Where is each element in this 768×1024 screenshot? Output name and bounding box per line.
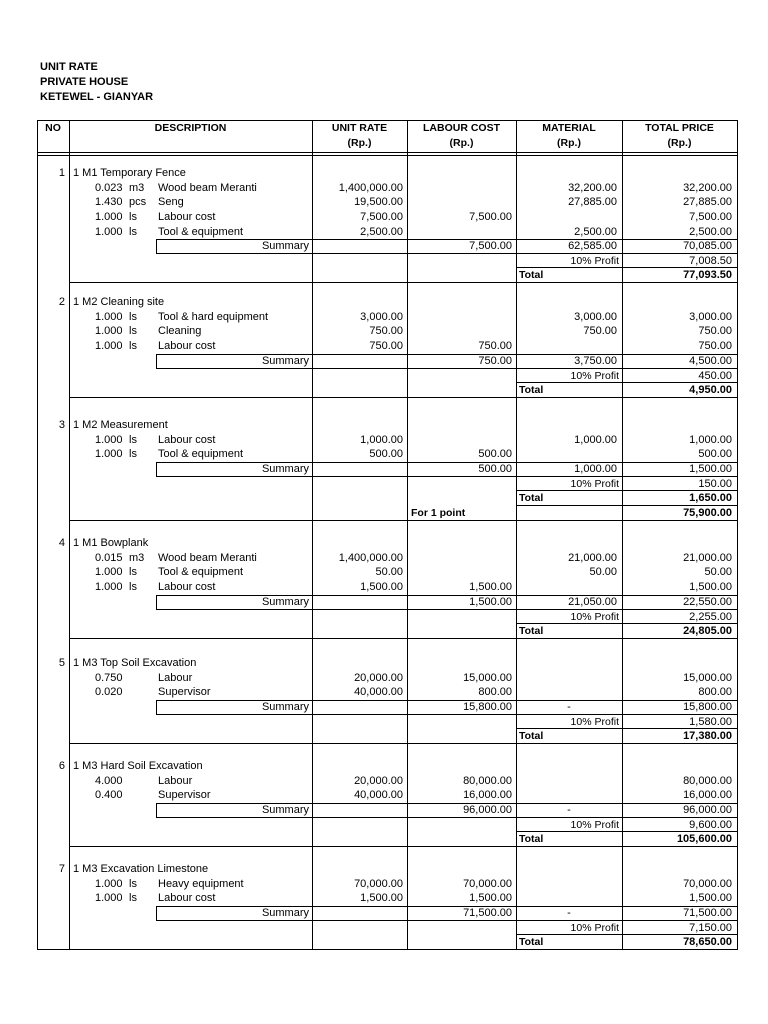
header-double-border	[37, 155, 738, 156]
item-qty: 1.000	[95, 581, 123, 593]
item-title: 1 M2 Cleaning site	[73, 296, 165, 308]
profit-label: 10% Profit	[570, 819, 619, 831]
item-unit-rate: 1,500.00	[360, 581, 403, 593]
profit-label: 10% Profit	[570, 922, 619, 934]
profit-value: 7,150.00	[689, 922, 732, 934]
item-qty: 4.000	[95, 775, 123, 787]
item-number: 1	[58, 167, 65, 179]
summary-total: 71,500.00	[683, 907, 732, 919]
total-label: Total	[519, 384, 544, 396]
total-bottom-line	[516, 638, 738, 639]
total-bottom-line	[516, 282, 738, 283]
item-desc: Seng	[158, 196, 184, 208]
profit-label: 10% Profit	[570, 478, 619, 490]
item-desc: Tool & equipment	[158, 566, 243, 578]
item-desc: Tool & hard equipment	[158, 311, 269, 323]
item-qty: 0.015	[95, 552, 123, 564]
item-desc: Heavy equipment	[158, 878, 244, 890]
profit-value: 450.00	[698, 370, 732, 382]
total-bottom-line	[516, 846, 738, 847]
item-title: 1 M1 Temporary Fence	[73, 167, 186, 179]
col-material: MATERIAL	[542, 122, 596, 134]
item-unit: ls	[129, 878, 137, 890]
item-labour-cost: 750.00	[478, 340, 512, 352]
item-unit-rate: 50.00	[375, 566, 403, 578]
table-right-border	[737, 120, 738, 950]
item-unit: ls	[129, 311, 137, 323]
item-unit: ls	[129, 448, 137, 460]
summary-labour: 1,500.00	[469, 596, 512, 608]
item-labour-cost: 16,000.00	[463, 789, 512, 801]
col-labour-cost: LABOUR COST	[423, 122, 500, 134]
item-unit: m3	[129, 552, 145, 564]
profit-value: 2,255.00	[689, 611, 732, 623]
section-separator	[69, 282, 517, 283]
item-unit-rate: 750.00	[369, 340, 403, 352]
item-qty: 1.000	[95, 448, 123, 460]
summary-labour: 500.00	[478, 463, 512, 475]
item-title: 1 M3 Hard Soil Excavation	[73, 760, 203, 772]
item-unit: ls	[129, 325, 137, 337]
item-title: 1 M1 Bowplank	[73, 537, 149, 549]
item-total-price: 500.00	[698, 448, 732, 460]
item-desc: Labour	[158, 775, 193, 787]
item-unit-rate: 20,000.00	[354, 775, 403, 787]
grand-total: 24,805.00	[683, 625, 732, 637]
item-unit: pcs	[129, 196, 147, 208]
summary-label: Summary	[261, 240, 309, 252]
header-bottom-border	[37, 152, 738, 153]
summary-labour: 750.00	[478, 355, 512, 367]
item-labour-cost: 800.00	[478, 686, 512, 698]
item-unit-rate: 500.00	[369, 448, 403, 460]
total-label: Total	[519, 936, 544, 948]
col-no: NO	[45, 122, 61, 134]
item-desc: Labour	[158, 672, 193, 684]
col-line-labour	[516, 120, 517, 950]
item-desc: Wood beam Meranti	[158, 182, 257, 194]
item-material: 3,000.00	[574, 311, 617, 323]
profit-label: 10% Profit	[570, 370, 619, 382]
item-qty: 0.400	[95, 789, 123, 801]
item-unit-rate: 19,500.00	[354, 196, 403, 208]
summary-labour: 96,000.00	[463, 804, 512, 816]
item-desc: Labour cost	[158, 211, 216, 223]
item-material: 750.00	[583, 325, 617, 337]
summary-total: 96,000.00	[683, 804, 732, 816]
profit-value: 1,580.00	[689, 716, 732, 728]
summary-label: Summary	[261, 463, 309, 475]
grand-total: 77,093.50	[683, 269, 732, 281]
item-qty: 1.000	[95, 311, 123, 323]
summary-material: 1,000.00	[574, 463, 617, 475]
grand-total: 105,600.00	[676, 833, 732, 845]
item-labour-cost: 15,000.00	[463, 672, 512, 684]
profit-value: 9,600.00	[689, 819, 732, 831]
summary-total: 22,550.00	[683, 596, 732, 608]
doc-project: PRIVATE HOUSE	[40, 76, 129, 88]
summary-material: -	[567, 701, 571, 713]
item-unit: m3	[129, 182, 145, 194]
item-qty: 1.000	[95, 566, 123, 578]
summary-total: 15,800.00	[683, 701, 732, 713]
item-total-price: 16,000.00	[683, 789, 732, 801]
total-bottom-line	[516, 743, 738, 744]
item-material: 21,000.00	[568, 552, 617, 564]
item-labour-cost: 500.00	[478, 448, 512, 460]
item-unit-rate: 750.00	[369, 325, 403, 337]
item-total-price: 3,000.00	[689, 311, 732, 323]
item-number: 6	[58, 760, 65, 772]
table-left-border	[37, 120, 38, 950]
item-desc: Supervisor	[158, 789, 211, 801]
item-total-price: 750.00	[698, 325, 732, 337]
item-qty: 0.020	[95, 686, 123, 698]
item-title: 1 M3 Top Soil Excavation	[73, 657, 197, 669]
col-line-desc	[312, 120, 313, 950]
item-total-price: 7,500.00	[689, 211, 732, 223]
item-desc: Supervisor	[158, 686, 211, 698]
summary-total: 4,500.00	[689, 355, 732, 367]
item-title: 1 M2 Measurement	[73, 419, 168, 431]
for-one-point-label: For 1 point	[411, 507, 466, 519]
item-material: 2,500.00	[574, 226, 617, 238]
doc-location: KETEWEL - GIANYAR	[40, 91, 154, 103]
summary-label: Summary	[261, 596, 309, 608]
item-desc: Labour cost	[158, 434, 216, 446]
profit-value: 7,008.50	[689, 255, 732, 267]
grand-total: 1,650.00	[689, 492, 732, 504]
item-number: 4	[58, 537, 65, 549]
item-unit: ls	[129, 211, 137, 223]
summary-total: 1,500.00	[689, 463, 732, 475]
item-qty: 1.000	[95, 434, 123, 446]
profit-value: 150.00	[698, 478, 732, 490]
item-desc: Cleaning	[158, 325, 202, 337]
col-material-unit: (Rp.)	[557, 137, 581, 149]
profit-label: 10% Profit	[570, 611, 619, 623]
item-total-price: 1,500.00	[689, 892, 732, 904]
item-labour-cost: 80,000.00	[463, 775, 512, 787]
total-label: Total	[519, 730, 544, 742]
item-labour-cost: 1,500.00	[469, 892, 512, 904]
item-number: 5	[58, 657, 65, 669]
item-number: 3	[58, 419, 65, 431]
grand-total: 78,650.00	[683, 936, 732, 948]
item-total-price: 50.00	[704, 566, 732, 578]
item-number: 7	[58, 863, 65, 875]
extra-bottom-line	[516, 520, 738, 521]
col-line-rate	[407, 120, 408, 950]
col-description: DESCRIPTION	[154, 122, 227, 134]
item-total-price: 32,200.00	[683, 182, 732, 194]
item-number: 2	[58, 296, 65, 308]
item-total-price: 750.00	[698, 340, 732, 352]
item-unit: ls	[129, 226, 137, 238]
summary-material: -	[567, 804, 571, 816]
for-one-point-total: 75,900.00	[683, 507, 732, 519]
item-total-price: 2,500.00	[689, 226, 732, 238]
summary-material: 62,585.00	[568, 240, 617, 252]
col-unit-rate-unit: (Rp.)	[347, 137, 372, 149]
item-total-price: 15,000.00	[683, 672, 732, 684]
item-labour-cost: 7,500.00	[469, 211, 512, 223]
grand-total: 17,380.00	[683, 730, 732, 742]
item-unit: ls	[129, 892, 137, 904]
item-unit-rate: 1,400,000.00	[338, 552, 403, 564]
item-unit: ls	[129, 566, 137, 578]
summary-total: 70,085.00	[683, 240, 732, 252]
item-qty: 1.000	[95, 211, 123, 223]
section-separator	[69, 397, 517, 398]
section-separator	[69, 846, 517, 847]
item-unit: ls	[129, 434, 137, 446]
item-unit-rate: 2,500.00	[360, 226, 403, 238]
section-separator	[69, 638, 517, 639]
item-unit-rate: 40,000.00	[354, 686, 403, 698]
item-labour-cost: 70,000.00	[463, 878, 512, 890]
profit-label: 10% Profit	[570, 716, 619, 728]
item-desc: Tool & equipment	[158, 448, 243, 460]
item-labour-cost: 1,500.00	[469, 581, 512, 593]
total-label: Total	[519, 833, 544, 845]
total-label: Total	[519, 625, 544, 637]
col-line-material	[622, 120, 623, 950]
col-total-price: TOTAL PRICE	[645, 122, 714, 134]
item-qty: 1.000	[95, 892, 123, 904]
item-qty: 1.000	[95, 340, 123, 352]
section-separator	[69, 520, 517, 521]
item-desc: Tool & equipment	[158, 226, 243, 238]
item-qty: 1.000	[95, 226, 123, 238]
col-labour-cost-unit: (Rp.)	[449, 137, 474, 149]
item-qty: 1.000	[95, 878, 123, 890]
item-material: 32,200.00	[568, 182, 617, 194]
item-material: 50.00	[589, 566, 617, 578]
item-unit-rate: 70,000.00	[354, 878, 403, 890]
summary-labour: 7,500.00	[469, 240, 512, 252]
summary-label: Summary	[261, 907, 309, 919]
item-desc: Labour cost	[158, 581, 216, 593]
col-total-price-unit: (Rp.)	[667, 137, 692, 149]
summary-labour: 71,500.00	[463, 907, 512, 919]
profit-label: 10% Profit	[570, 255, 619, 267]
item-desc: Labour cost	[158, 340, 216, 352]
item-qty: 1.430	[95, 196, 123, 208]
item-desc: Labour cost	[158, 892, 216, 904]
item-total-price: 1,500.00	[689, 581, 732, 593]
col-line-no	[69, 120, 70, 950]
section-separator	[69, 743, 517, 744]
summary-label: Summary	[261, 701, 309, 713]
item-unit-rate: 40,000.00	[354, 789, 403, 801]
total-label: Total	[519, 492, 544, 504]
summary-material: 3,750.00	[574, 355, 617, 367]
item-unit-rate: 3,000.00	[360, 311, 403, 323]
item-title: 1 M3 Excavation Limestone	[73, 863, 209, 875]
item-qty: 1.000	[95, 325, 123, 337]
total-label: Total	[519, 269, 544, 281]
doc-title: UNIT RATE	[40, 61, 98, 73]
summary-label: Summary	[261, 355, 309, 367]
grand-total: 4,950.00	[689, 384, 732, 396]
summary-material: -	[567, 907, 571, 919]
item-total-price: 1,000.00	[689, 434, 732, 446]
item-unit-rate: 20,000.00	[354, 672, 403, 684]
item-material: 1,000.00	[574, 434, 617, 446]
item-unit-rate: 7,500.00	[360, 211, 403, 223]
item-unit-rate: 1,000.00	[360, 434, 403, 446]
item-qty: 0.750	[95, 672, 123, 684]
item-desc: Wood beam Meranti	[158, 552, 257, 564]
item-total-price: 21,000.00	[683, 552, 732, 564]
item-qty: 0.023	[95, 182, 123, 194]
item-total-price: 70,000.00	[683, 878, 732, 890]
col-unit-rate: UNIT RATE	[331, 122, 388, 134]
summary-material: 21,050.00	[568, 596, 617, 608]
item-unit-rate: 1,400,000.00	[338, 182, 403, 194]
item-unit: ls	[129, 581, 137, 593]
item-unit: ls	[129, 340, 137, 352]
item-total-price: 27,885.00	[683, 196, 732, 208]
table-bottom-border	[37, 949, 738, 950]
item-unit-rate: 1,500.00	[360, 892, 403, 904]
summary-label: Summary	[261, 804, 309, 816]
total-bottom-line	[516, 397, 738, 398]
item-total-price: 80,000.00	[683, 775, 732, 787]
item-material: 27,885.00	[568, 196, 617, 208]
item-total-price: 800.00	[698, 686, 732, 698]
summary-labour: 15,800.00	[463, 701, 512, 713]
